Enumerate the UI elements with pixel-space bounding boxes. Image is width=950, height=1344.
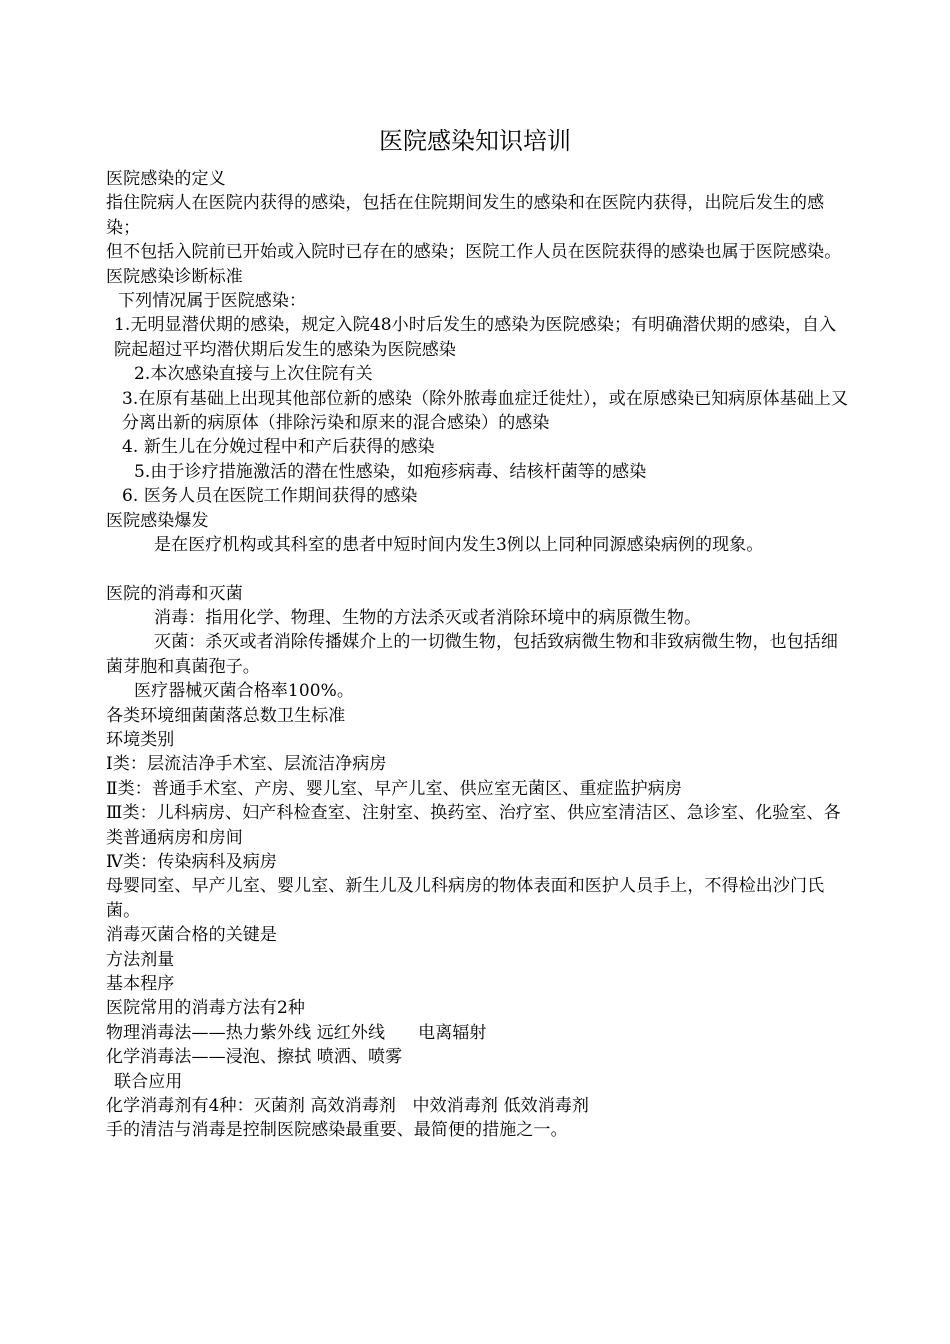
paragraph: 医院常用的消毒方法有2种 [106, 998, 306, 1019]
paragraph: 手的清洁与消毒是控制医院感染最重要、最简便的措施之一。 [106, 1120, 568, 1141]
heading-outbreak: 医院感染爆发 [106, 510, 209, 531]
paragraph: 环境类别 [106, 729, 175, 750]
list-item: Ⅳ类：传染病科及病房 [106, 851, 277, 872]
paragraph: 基本程序 [106, 974, 175, 994]
paragraph: 联合应用 [114, 1071, 183, 1092]
paragraph: 灭菌：杀灭或者消除传播媒介上的一切微生物，包括致病微生物和非致病微生物，也包括细菌芽胞和真菌孢子。 [106, 632, 838, 677]
blank-line [106, 558, 850, 582]
list-item: 5.由于诊疗措施激活的潜在性感染，如疱疹病毒、结核杆菌等的感染 [134, 461, 647, 482]
list-item: Ⅰ类：层流洁净手术室、层流洁净病房 [106, 754, 387, 775]
list-item: 6. 医务人员在医院工作期间获得的感染 [122, 486, 418, 507]
paragraph: 消毒：指用化学、物理、生物的方法杀灭或者消除环境中的病原微生物。 [154, 607, 702, 628]
paragraph: 物理消毒法——热力紫外线 远红外线 电离辐射 [106, 1022, 487, 1043]
heading-definition: 医院感染的定义 [106, 169, 226, 189]
list-item: 1.无明显潜伏期的感染，规定入院48小时后发生的感染为医院感染；有明确潜伏期的感染，自入院起超过平均潜伏期后发生的感染为医院感染 [114, 315, 837, 360]
heading-diagnosis-criteria: 医院感染诊断标准 [106, 266, 243, 287]
document-body [106, 167, 850, 1143]
document-title: 医院感染知识培训 [379, 127, 571, 155]
paragraph: 但不包括入院前已开始或入院时已存在的感染；医院工作人员在医院获得的感染也属于医院感染。 [106, 242, 842, 263]
list-item: 3.在原有基础上出现其他部位新的感染（除外脓毒血症迁徙灶），或在原感染已知病原体基础上又分离出新的病原体（排除污染和原来的混合感染）的感染 [122, 388, 849, 434]
paragraph: 下列情况属于医院感染： [118, 291, 307, 312]
list-item: 4. 新生儿在分娩过程中和产后获得的感染 [122, 437, 435, 458]
heading-environment-standards: 各类环境细菌菌落总数卫生标准 [106, 705, 346, 726]
paragraph: 指住院病人在医院内获得的感染，包括在住院期间发生的感染和在医院内获得，出院后发生的感染； [106, 193, 825, 238]
list-item: Ⅲ类：儿科病房、妇产科检查室、注射室、换药室、治疗室、供应室清洁区、急诊室、化验室、各类普通病房和房间 [106, 803, 841, 848]
paragraph: 化学消毒剂有4种：灭菌剂 高效消毒剂 中效消毒剂 低效消毒剂 [106, 1096, 590, 1117]
list-item: Ⅱ类：普通手术室、产房、婴儿室、早产儿室、供应室无菌区、重症监护病房 [106, 778, 682, 799]
paragraph: 是在医疗机构或其科室的患者中短时间内发生3例以上同种同源感染病例的现象。 [154, 535, 764, 556]
paragraph: 母婴同室、早产儿室、婴儿室、新生儿及儿科病房的物体表面和医护人员手上，不得检出沙门氏菌。 [106, 876, 825, 921]
paragraph: 化学消毒法——浸泡、擦拭 喷洒、喷雾 [106, 1047, 403, 1068]
paragraph: 消毒灭菌合格的关键是 [106, 925, 277, 946]
paragraph: 方法剂量 [106, 949, 175, 970]
heading-disinfection-sterilization: 医院的消毒和灭菌 [106, 583, 243, 604]
list-item: 2.本次感染直接与上次住院有关 [134, 364, 373, 385]
paragraph: 医疗器械灭菌合格率100%。 [134, 681, 355, 702]
